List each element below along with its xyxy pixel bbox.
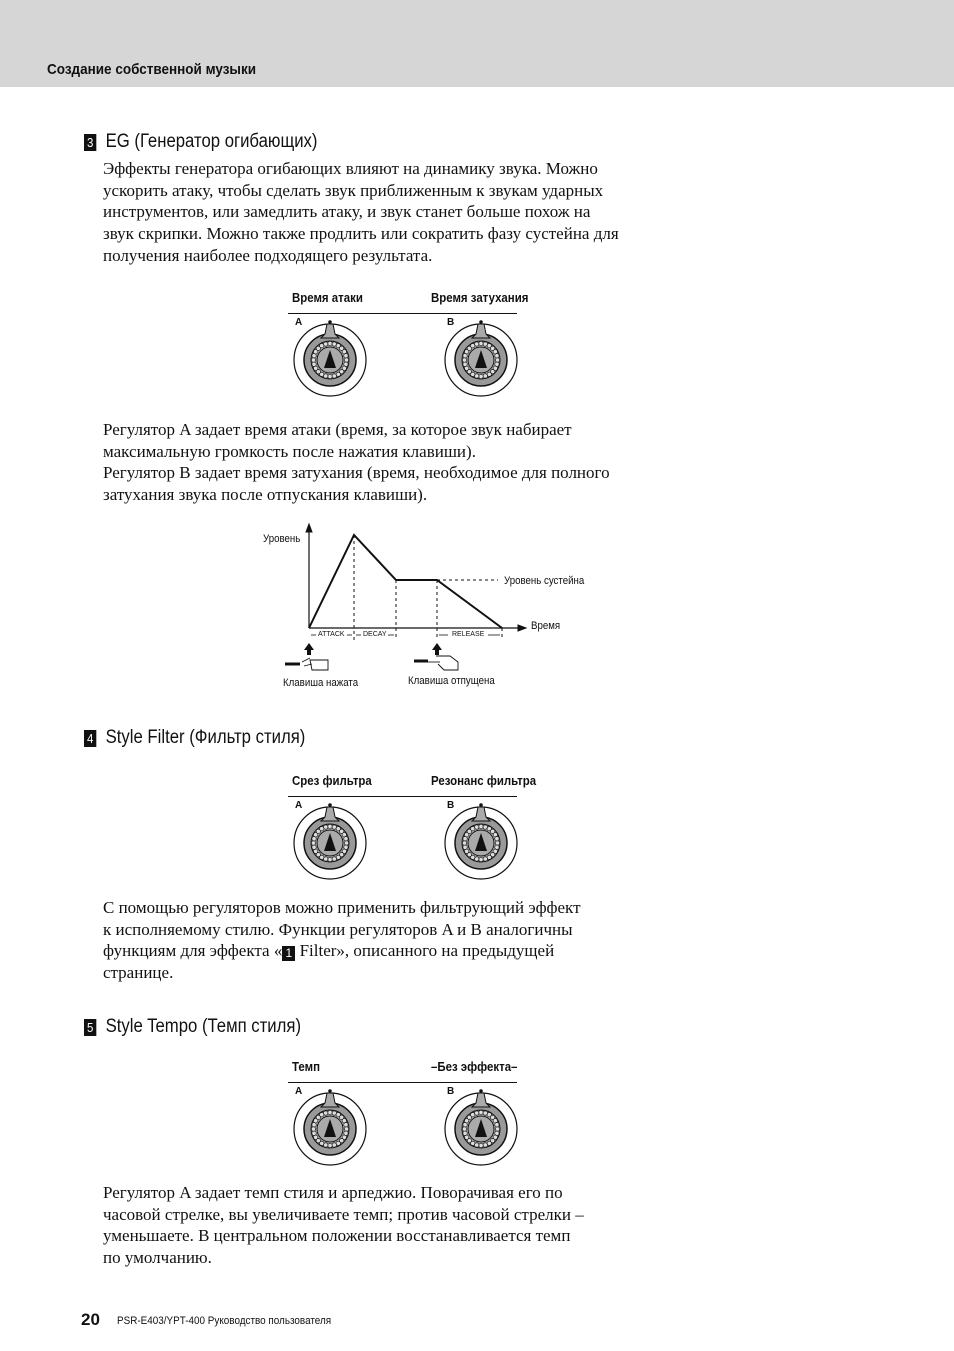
x-axis-arrow <box>518 625 526 631</box>
text-line: странице. <box>103 963 174 983</box>
text-line: получения наиболее подходящего результата. <box>103 245 433 265</box>
eg-knob-explanation <box>103 419 610 506</box>
key-pressed-label: Клавиша нажата <box>283 677 359 689</box>
text-line: к исполняемому стилю. Функции регуляторов A и B аналогичны <box>103 919 573 939</box>
knob-b-label: Резонанс фильтра <box>431 773 537 788</box>
text-line: инструментов, или замедлить атаку, и звук станет больше похож на <box>103 202 591 222</box>
section-number: 4 <box>84 730 96 747</box>
style-tempo-knobs <box>0 1057 954 1177</box>
section-number: 5 <box>84 1019 96 1036</box>
knob-b-label: –Без эффекта– <box>431 1059 518 1074</box>
knob-letter-b: B <box>447 1086 455 1097</box>
text-line: звук скрипки. Можно также продлить или сократить фазу сустейна для <box>103 224 619 244</box>
style-filter-knobs <box>0 771 954 891</box>
text-line: уменьшаете. В центральном положении восстанавливается темп <box>103 1226 571 1246</box>
section-heading-style-tempo <box>84 1016 301 1038</box>
hand-releasing-key-icon <box>414 656 458 670</box>
section-title: EG (Генератор огибающих) <box>105 131 318 152</box>
knob-letter-a: A <box>295 317 303 328</box>
page-number: 20 <box>81 1310 100 1329</box>
decay-label: DECAY <box>363 631 387 638</box>
arrow-up-icon <box>304 643 314 655</box>
knob-letter-b: B <box>447 800 455 811</box>
sustain-level-label: Уровень сустейна <box>504 575 585 587</box>
text-line: ускорить атаку, чтобы сделать звук приближенным к звукам ударных <box>103 180 604 200</box>
chapter-title: Создание собственной музыки <box>47 61 257 78</box>
arrow-up-icon <box>432 643 442 655</box>
text-line: затухания звука после отпускания клавиши). <box>103 485 428 505</box>
knob-a-label: Темп <box>292 1059 321 1074</box>
envelope-curve <box>309 535 502 628</box>
footer-manual-title: PSR-E403/YPT-400 Руководство пользователя <box>117 1315 332 1327</box>
key-released-label: Клавиша отпущена <box>408 675 495 687</box>
effect-number-badge: 1 <box>282 946 295 961</box>
text-line: С помощью регуляторов можно применить фильтрующий эффект <box>103 898 581 917</box>
text-span: функциям для эффекта « <box>103 941 283 961</box>
hand-pressing-key-icon <box>285 658 328 670</box>
attack-label: ATTACK <box>318 631 345 638</box>
section-title: Style Filter (Фильтр стиля) <box>105 727 306 748</box>
knob-letter-b: B <box>447 317 455 328</box>
release-label: RELEASE <box>452 631 485 638</box>
section-heading-eg <box>84 131 317 153</box>
eg-description <box>103 158 619 266</box>
eg-knobs <box>0 288 954 408</box>
text-line: Регулятор B задает время затухания (время, необходимое для полного <box>103 463 610 483</box>
text-line <box>103 940 581 962</box>
text-line: часовой стрелке, вы увеличиваете темп; против часовой стрелки – <box>103 1204 584 1224</box>
knob-a[interactable] <box>294 803 366 879</box>
knob-b-label: Время затухания <box>431 290 529 305</box>
text-line: по умолчанию. <box>103 1248 212 1268</box>
style-tempo-description <box>103 1182 584 1269</box>
y-axis-label: Уровень <box>263 533 301 545</box>
knob-b[interactable] <box>445 803 517 879</box>
text-line: Регулятор A задает темп стиля и арпеджио. Поворачивая его по <box>103 1183 563 1202</box>
y-axis-arrow <box>306 524 312 532</box>
x-axis-label: Время <box>531 620 561 632</box>
knob-b[interactable] <box>445 1089 517 1165</box>
guide-lines <box>354 535 502 640</box>
knob-a-label: Срез фильтра <box>292 773 372 788</box>
text-line: максимальную громкость после нажатия клавиши). <box>103 441 476 461</box>
knob-b[interactable] <box>445 320 517 396</box>
section-number: 3 <box>84 134 96 151</box>
text-line: Регулятор A задает время атаки (время, за которое звук набирает <box>103 420 572 439</box>
section-title: Style Tempo (Темп стиля) <box>105 1016 302 1037</box>
knob-letter-a: A <box>295 1086 303 1097</box>
knob-a-label: Время атаки <box>292 290 363 305</box>
section-heading-style-filter <box>84 727 305 749</box>
knob-letter-a: A <box>295 800 303 811</box>
style-filter-description <box>103 897 581 984</box>
knob-a[interactable] <box>294 1089 366 1165</box>
text-line: Эффекты генератора огибающих влияют на динамику звука. Можно <box>103 159 598 178</box>
text-span: Filter», описанного на предыдущей <box>295 941 555 961</box>
knob-a[interactable] <box>294 320 366 396</box>
